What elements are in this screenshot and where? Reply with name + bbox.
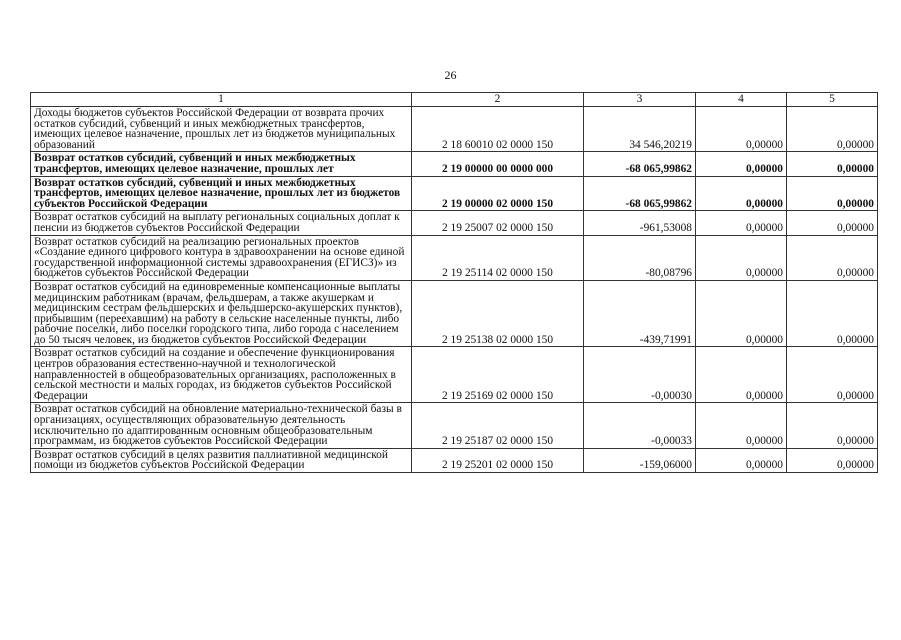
row-code-cell: 2 19 25138 02 0000 150	[412, 280, 584, 347]
column-header-4: 4	[696, 93, 787, 107]
row-value-col3: -439,71991	[584, 280, 696, 347]
row-value-col4: 0,00000	[696, 448, 787, 472]
row-code-cell: 2 19 25169 02 0000 150	[412, 347, 584, 403]
row-value-col3: -0,00030	[584, 347, 696, 403]
row-value-col5: 0,00000	[787, 235, 878, 280]
table-row	[31, 403, 878, 448]
column-header-5: 5	[787, 93, 878, 107]
row-code-cell: 2 19 25201 02 0000 150	[412, 448, 584, 472]
row-value-col3: -80,08796	[584, 235, 696, 280]
budget-table	[30, 92, 878, 473]
row-value-col3: -0,00033	[584, 403, 696, 448]
table-row	[31, 152, 878, 176]
row-value-col5: 0,00000	[787, 211, 878, 235]
row-code-cell: 2 19 25114 02 0000 150	[412, 235, 584, 280]
row-name-cell: Возврат остатков субсидий в целях развития паллиативной медицинской помощи из бюджетов субъектов Российской Федерации	[31, 448, 412, 472]
table-header-row	[31, 93, 878, 107]
row-code-cell: 2 18 60010 02 0000 150	[412, 107, 584, 152]
table-row	[31, 235, 878, 280]
row-name-cell: Возврат остатков субсидий на реализацию региональных проектов «Создание единого цифрового контура в здравоохранении на основе единой государственной информационной системы здравоохранения (ЕГИСЗ)» из бюджетов субъектов Российской Федерации	[31, 235, 412, 280]
row-code-cell: 2 19 25187 02 0000 150	[412, 403, 584, 448]
row-value-col5: 0,00000	[787, 176, 878, 211]
row-value-col4: 0,00000	[696, 235, 787, 280]
table-row	[31, 280, 878, 347]
row-value-col5: 0,00000	[787, 403, 878, 448]
row-code-cell: 2 19 25007 02 0000 150	[412, 211, 584, 235]
row-value-col4: 0,00000	[696, 403, 787, 448]
row-name-cell: Возврат остатков субсидий на единовременные компенсационные выплаты медицинским работникам (врачам, фельдшерам, а также акушеркам и медицинским сестрам фельдшерских и фельдшерско-акушерских пунктов), прибывшим (переехавшим) на работу в сельские населенные пункты, либо рабочие поселки, либо поселки городского типа, либо города с населением до 50 тысяч человек, из бюджетов субъектов Российской Федерации	[31, 280, 412, 347]
row-code-cell: 2 19 00000 02 0000 150	[412, 176, 584, 211]
row-name-cell: Доходы бюджетов субъектов Российской Федерации от возврата прочих остатков субсидий, субвенций и иных межбюджетных трансфертов, имеющих целевое назначение, прошлых лет из бюджетов муниципальных образований	[31, 107, 412, 152]
row-value-col3: 34 546,20219	[584, 107, 696, 152]
row-name-cell: Возврат остатков субсидий, субвенций и иных межбюджетных трансфертов, имеющих целевое назначение, прошлых лет из бюджетов субъектов Российской Федерации	[31, 176, 412, 211]
row-value-col4: 0,00000	[696, 347, 787, 403]
row-value-col5: 0,00000	[787, 280, 878, 347]
row-name-cell: Возврат остатков субсидий, субвенций и иных межбюджетных трансфертов, имеющих целевое назначение, прошлых лет	[31, 152, 412, 176]
row-value-col4: 0,00000	[696, 176, 787, 211]
table-row	[31, 347, 878, 403]
column-header-3: 3	[584, 93, 696, 107]
table-row	[31, 211, 878, 235]
row-value-col4: 0,00000	[696, 107, 787, 152]
table-row	[31, 448, 878, 472]
row-value-col5: 0,00000	[787, 347, 878, 403]
column-header-2: 2	[412, 93, 584, 107]
row-value-col5: 0,00000	[787, 107, 878, 152]
row-value-col3: -961,53008	[584, 211, 696, 235]
row-value-col4: 0,00000	[696, 211, 787, 235]
page-number: 26	[444, 68, 457, 82]
row-value-col5: 0,00000	[787, 152, 878, 176]
row-value-col3: -68 065,99862	[584, 176, 696, 211]
table-row	[31, 107, 878, 152]
row-value-col3: -68 065,99862	[584, 152, 696, 176]
row-value-col5: 0,00000	[787, 448, 878, 472]
row-code-cell: 2 19 00000 00 0000 000	[412, 152, 584, 176]
row-name-cell: Возврат остатков субсидий на создание и обеспечение функционирования центров образования естественно-научной и технологической направленностей в общеобразовательных организациях, расположенных в сельской местности и малых городах, из бюджетов субъектов Российской Федерации	[31, 347, 412, 403]
table-row	[31, 176, 878, 211]
row-value-col4: 0,00000	[696, 280, 787, 347]
row-name-cell: Возврат остатков субсидий на обновление материально-технической базы в организациях, осуществляющих образовательную деятельность исключительно по адаптированным основным общеобразовательным программам, из бюджетов субъектов Российской Федерации	[31, 403, 412, 448]
row-value-col4: 0,00000	[696, 152, 787, 176]
row-name-cell: Возврат остатков субсидий на выплату региональных социальных доплат к пенсии из бюджетов субъектов Российской Федерации	[31, 211, 412, 235]
row-value-col3: -159,06000	[584, 448, 696, 472]
table-body	[31, 107, 878, 473]
column-header-1: 1	[31, 93, 412, 107]
